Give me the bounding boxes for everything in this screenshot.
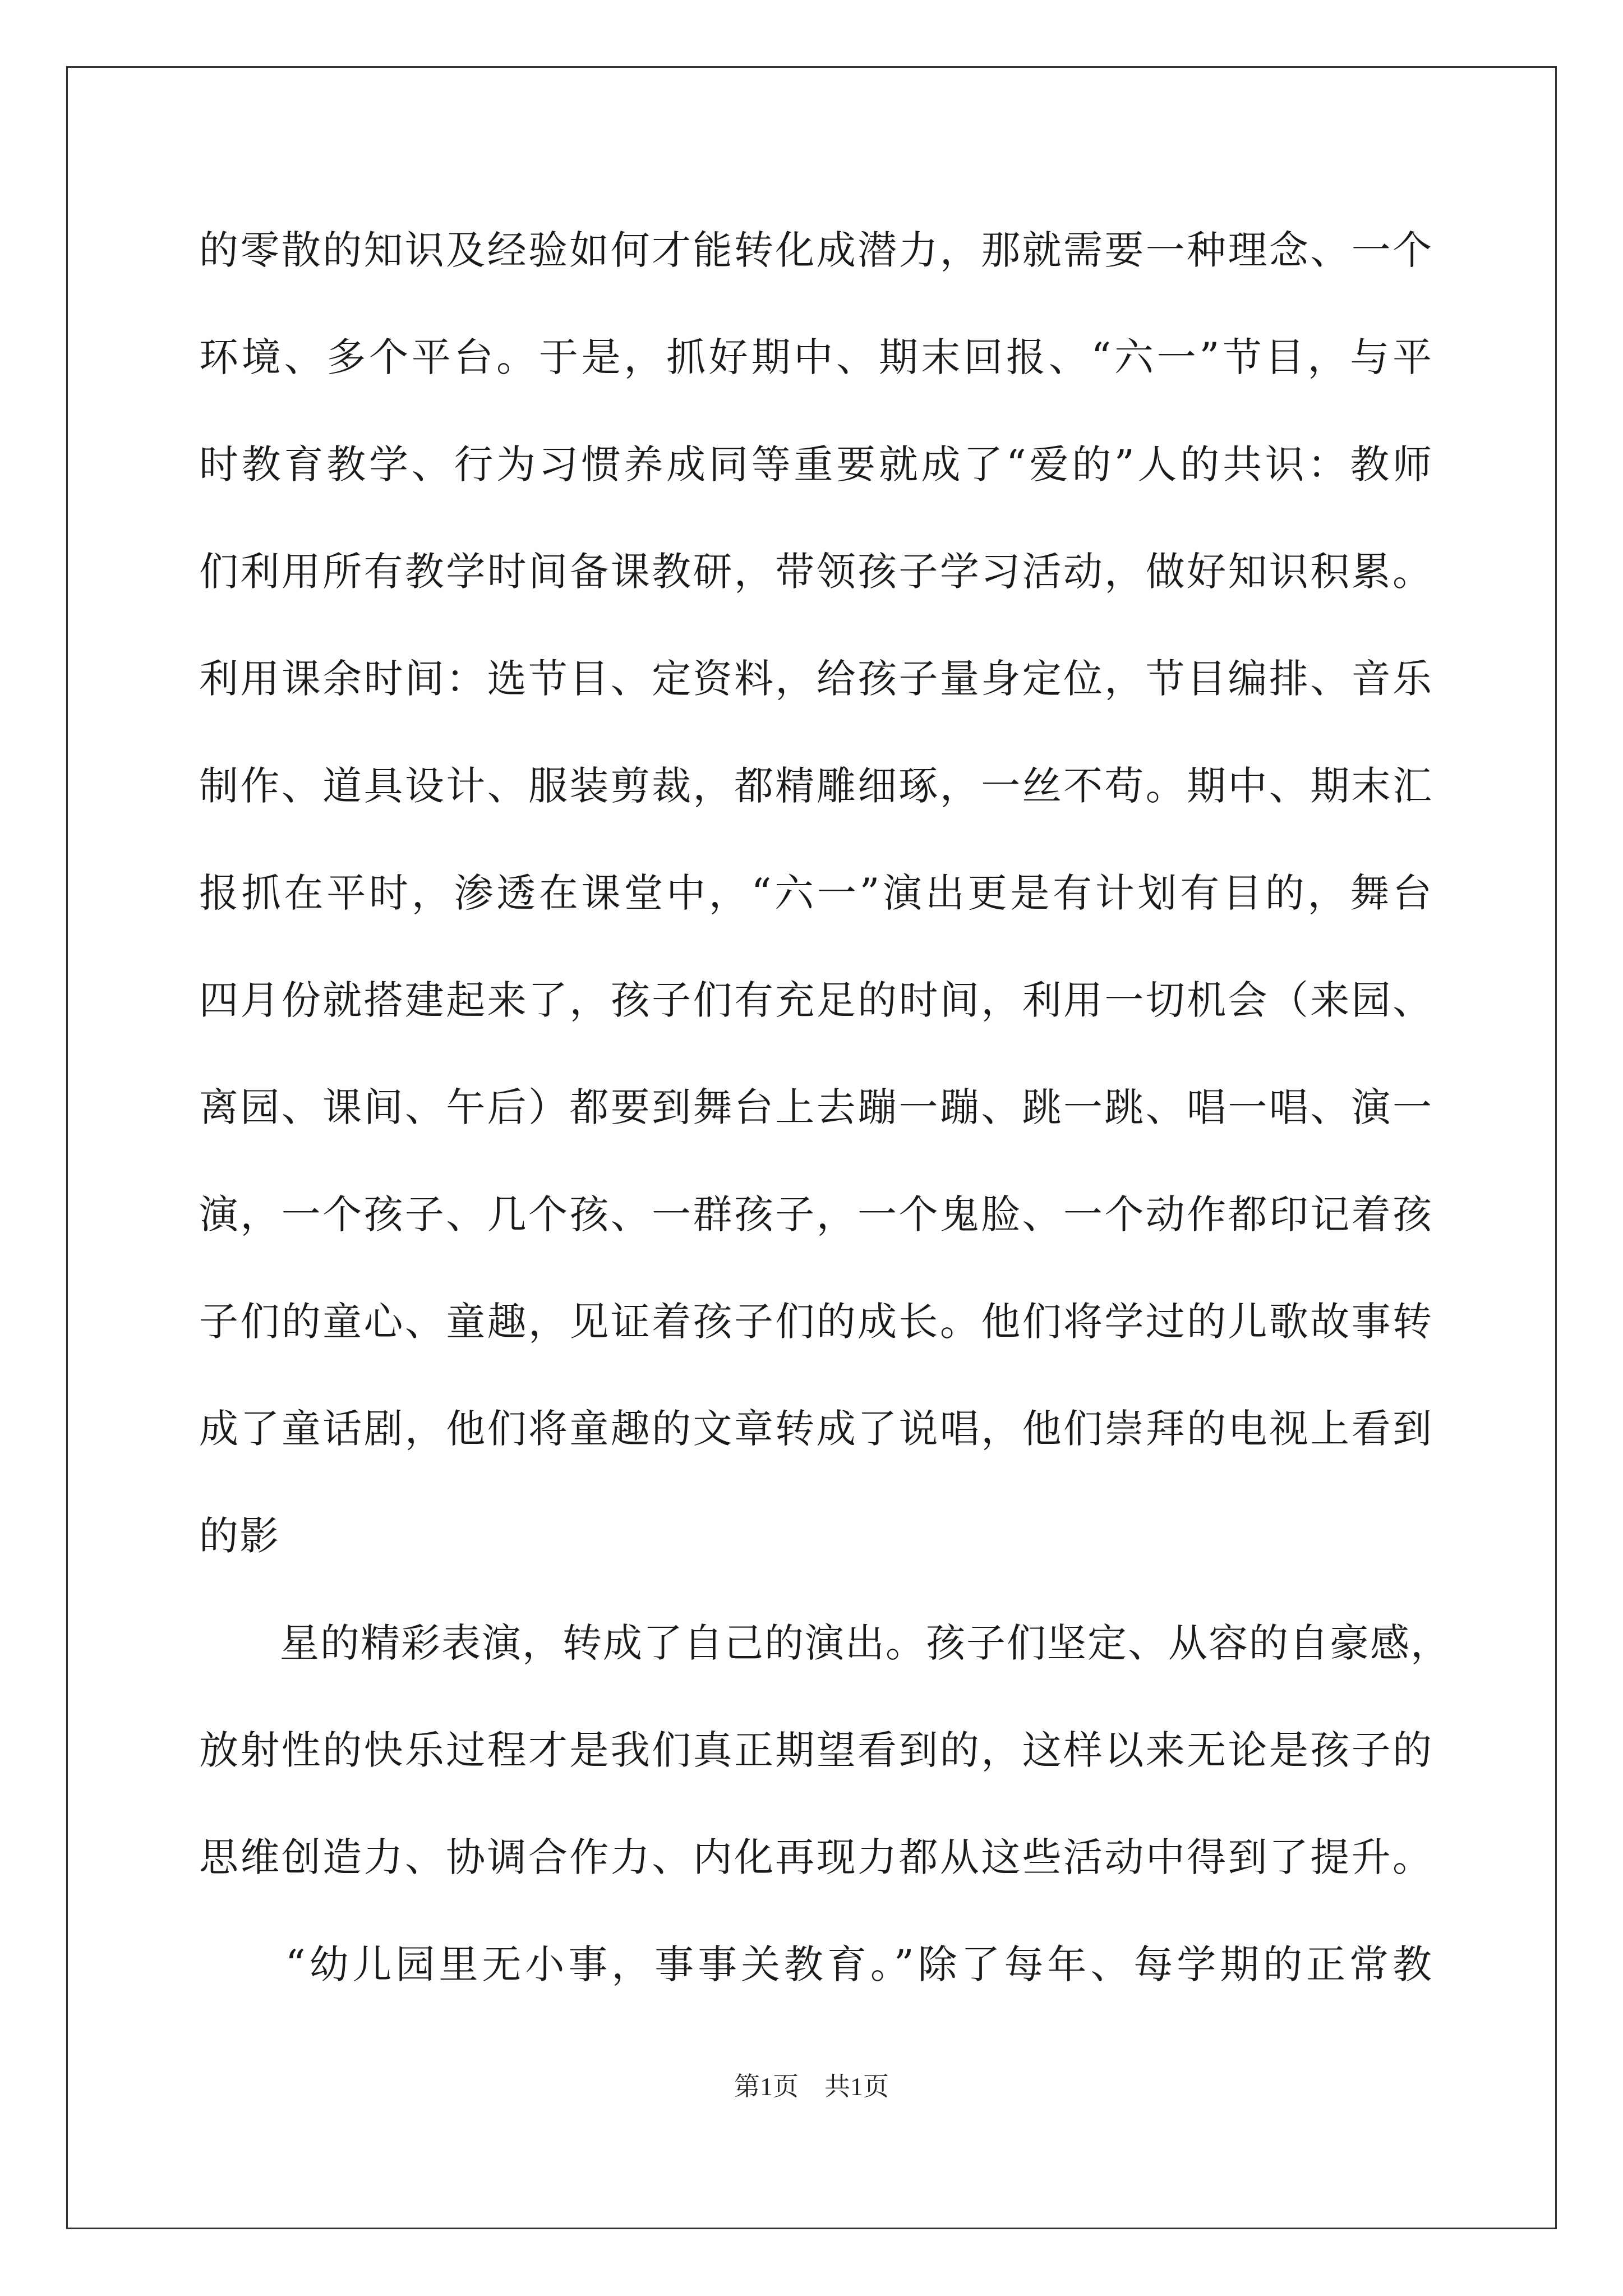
text-line: 成了童话剧，他们将童趣的文章转成了说唱，他们崇拜的电视上看到	[199, 1406, 1433, 1452]
text-line: 时教育教学、行为习惯养成同等重要就成了“爱的”人的共识：教师	[199, 441, 1433, 487]
text-line: 的零散的知识及经验如何才能转化成潜力，那就需要一种理念、一个	[199, 227, 1433, 273]
text-line: “幼儿园里无小事，事事关教育。”除了每年、每学期的正常教	[199, 1941, 1433, 1987]
text-line: 演，一个孩子、几个孩、一群孩子，一个鬼脸、一个动作都印记着孩	[199, 1191, 1433, 1237]
text-line: 制作、道具设计、服装剪裁，都精雕细琢，一丝不苟。期中、期末汇	[199, 763, 1433, 809]
text-line: 放射性的快乐过程才是我们真正期望看到的，这样以来无论是孩子的	[199, 1727, 1433, 1773]
text-line: 四月份就搭建起来了，孩子们有充足的时间，利用一切机会（来园、	[199, 977, 1433, 1023]
text-line: 的影	[199, 1513, 280, 1559]
text-line: 利用课余时间：选节目、定资料，给孩子量身定位，节目编排、音乐	[199, 656, 1433, 702]
text-line: 星的精彩表演，转成了自己的演出。孩子们坚定、从容的自豪感，	[199, 1620, 1451, 1666]
page-footer: 第1页 共1页	[734, 2072, 889, 2101]
text-line: 报抓在平时，渗透在课堂中，“六一”演出更是有计划有目的，舞台	[199, 870, 1433, 916]
text-line: 思维创造力、协调合作力、内化再现力都从这些活动中得到了提升。	[199, 1834, 1433, 1880]
text-line: 们利用所有教学时间备课教研，带领孩子学习活动，做好知识积累。	[199, 549, 1433, 595]
text-line: 离园、课间、午后）都要到舞台上去蹦一蹦、跳一跳、唱一唱、演一	[199, 1084, 1433, 1130]
text-line: 环境、多个平台。于是，抓好期中、期末回报、“六一”节目，与平	[199, 334, 1433, 380]
text-line: 子们的童心、童趣，见证着孩子们的成长。他们将学过的儿歌故事转	[199, 1299, 1433, 1345]
